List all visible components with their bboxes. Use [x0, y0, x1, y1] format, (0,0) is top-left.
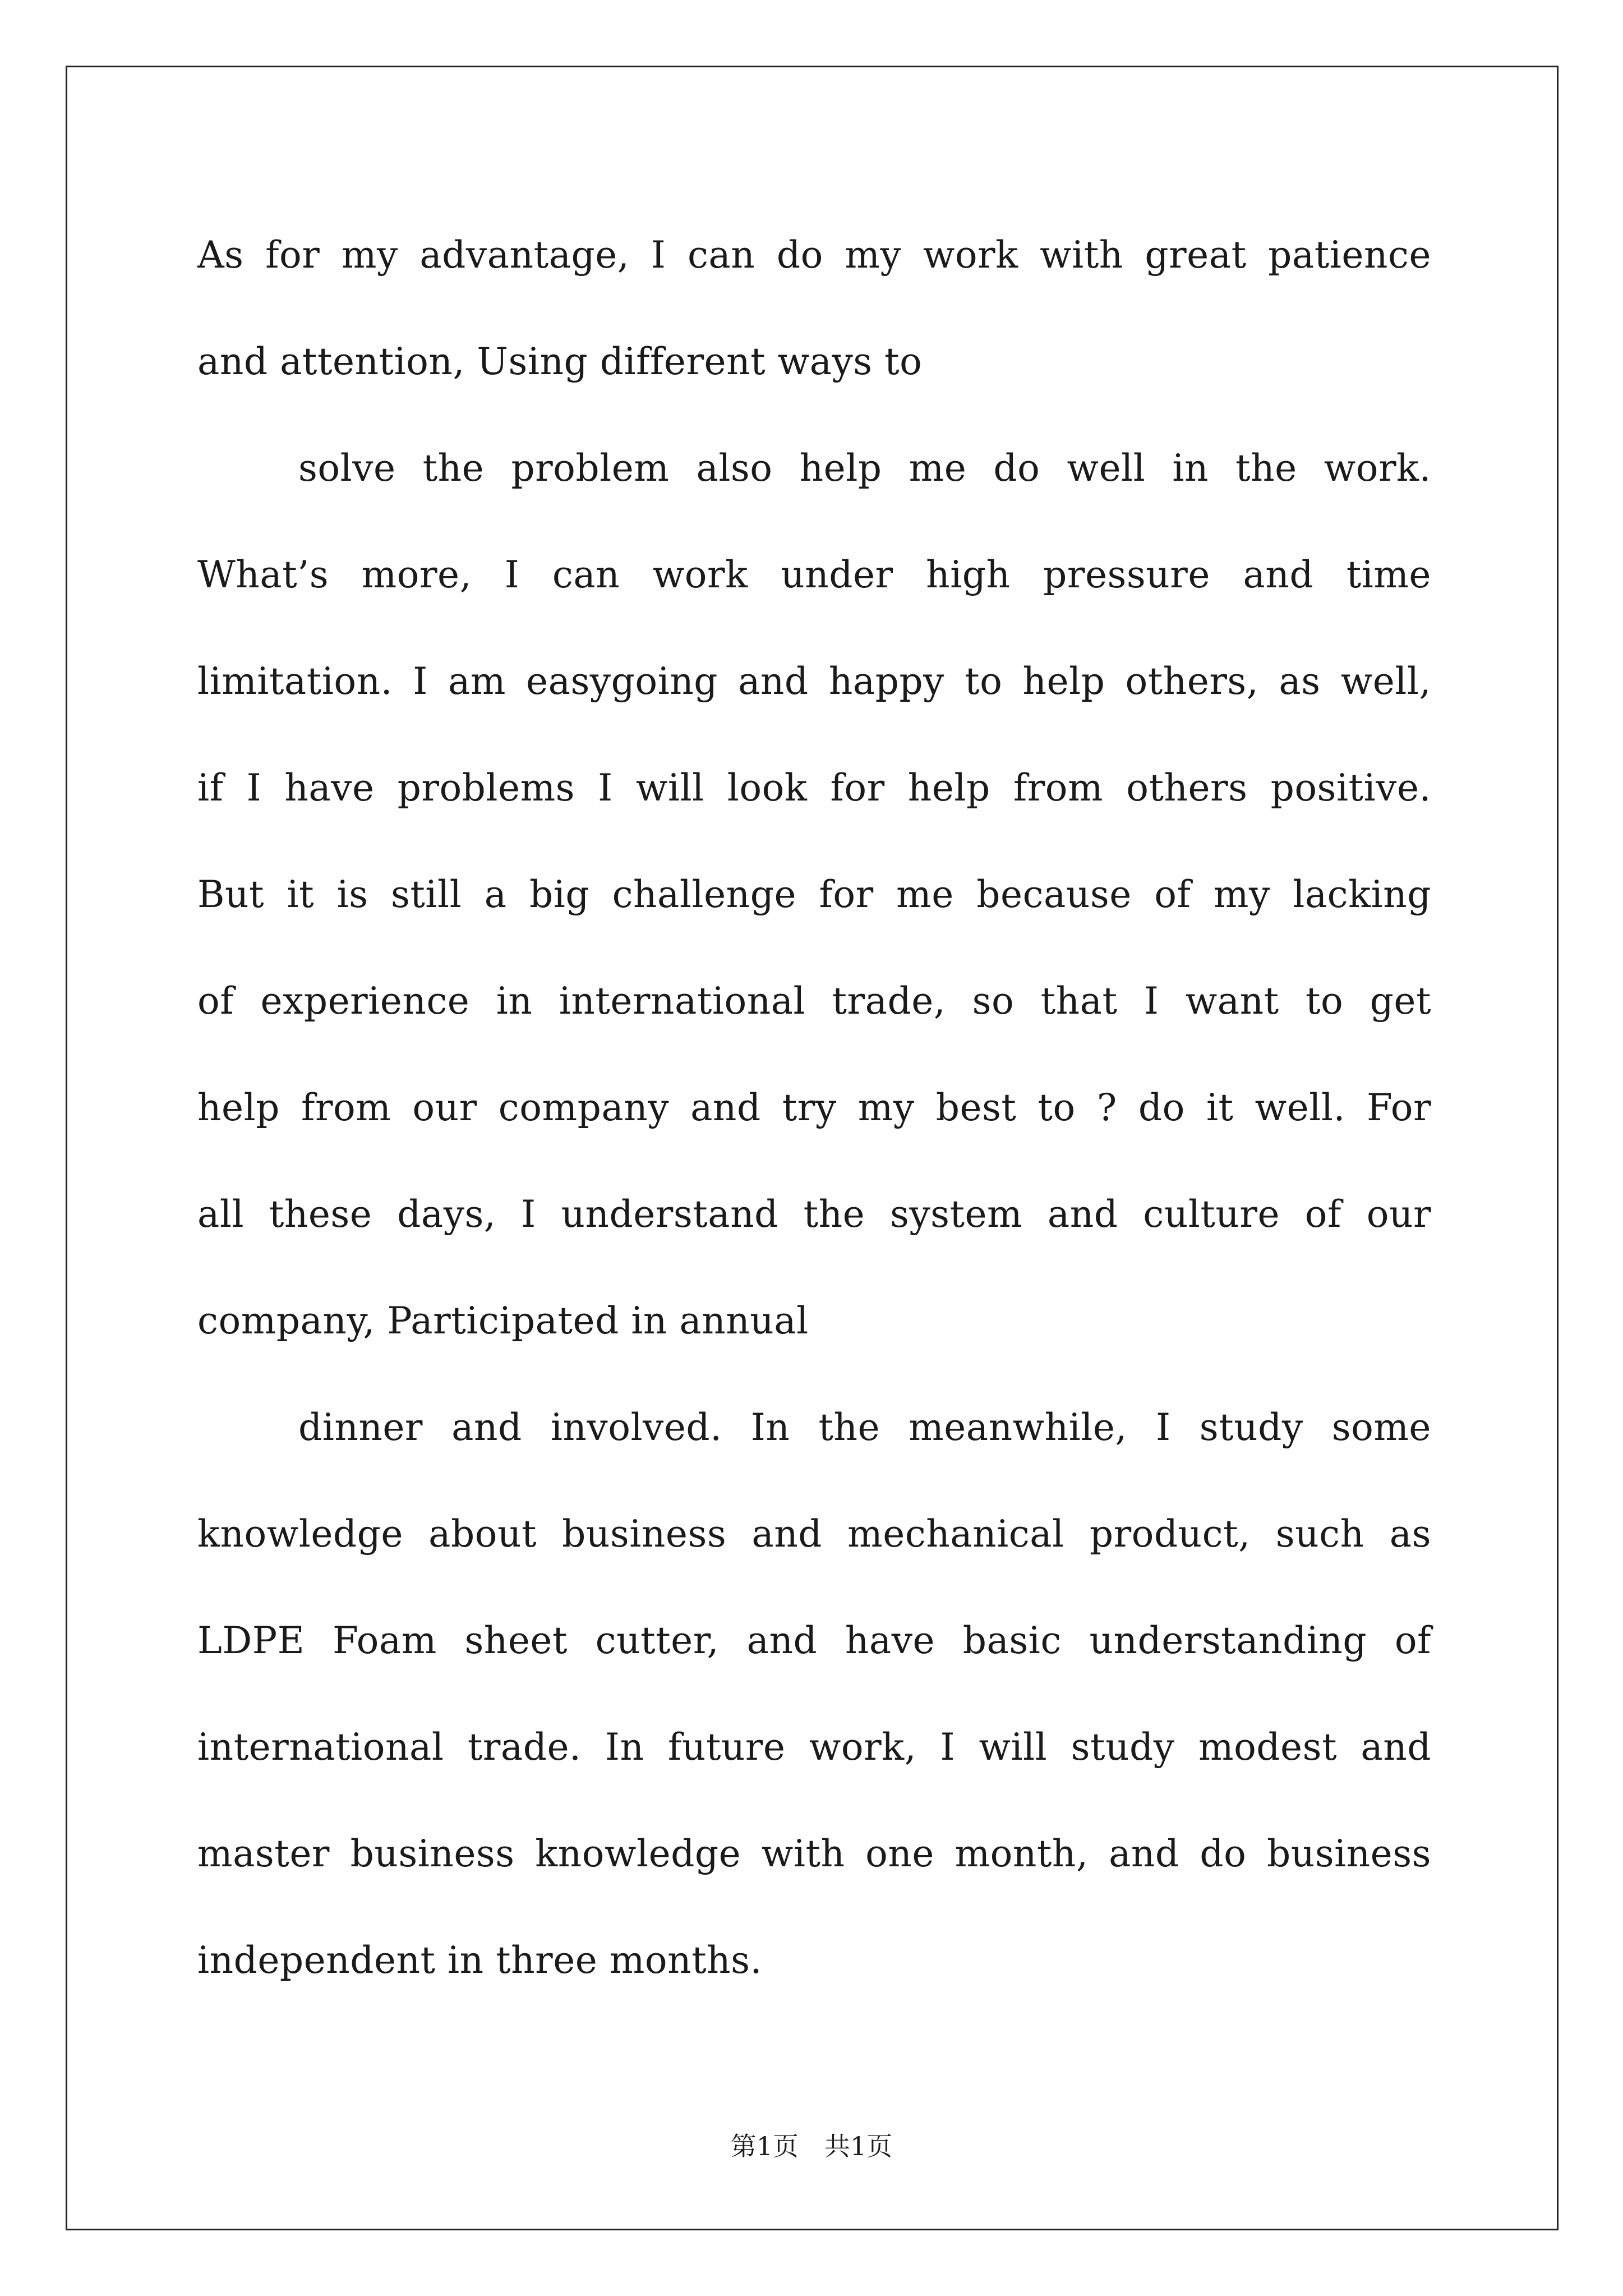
text-line: if I have problems I will look for help from others positive.	[197, 766, 1431, 809]
text-line: LDPE Foam sheet cutter, and have basic understanding of	[197, 1619, 1431, 1662]
text-line: limitation. I am easygoing and happy to help others, as well,	[197, 660, 1431, 703]
text-line: international trade. In future work, I will study modest and	[197, 1726, 1431, 1769]
text-line: company, Participated in annual	[197, 1299, 809, 1342]
text-line: But it is still a big challenge for me because of my lacking	[197, 873, 1431, 916]
text-line: and attention, Using different ways to	[197, 340, 923, 383]
document-body	[197, 202, 1431, 2014]
text-line: independent in three months.	[197, 1939, 763, 1982]
text-line: of experience in international trade, so that I want to get	[197, 979, 1431, 1023]
text-line: What’s more, I can work under high pressure and time	[197, 553, 1431, 596]
text-line: all these days, I understand the system and culture of our	[197, 1193, 1431, 1236]
text-line: master business knowledge with one month, and do business	[197, 1832, 1431, 1875]
text-line: solve the problem also help me do well in the work.	[298, 447, 1431, 490]
text-line: As for my advantage, I can do my work with great patience	[197, 233, 1431, 277]
text-line: knowledge about business and mechanical product, such as	[197, 1512, 1431, 1556]
text-line: dinner and involved. In the meanwhile, I study some	[298, 1406, 1431, 1449]
text-line: help from our company and try my best to ? do it well. For	[197, 1086, 1431, 1129]
page-number-footer: 第1页 共1页	[730, 2131, 893, 2161]
